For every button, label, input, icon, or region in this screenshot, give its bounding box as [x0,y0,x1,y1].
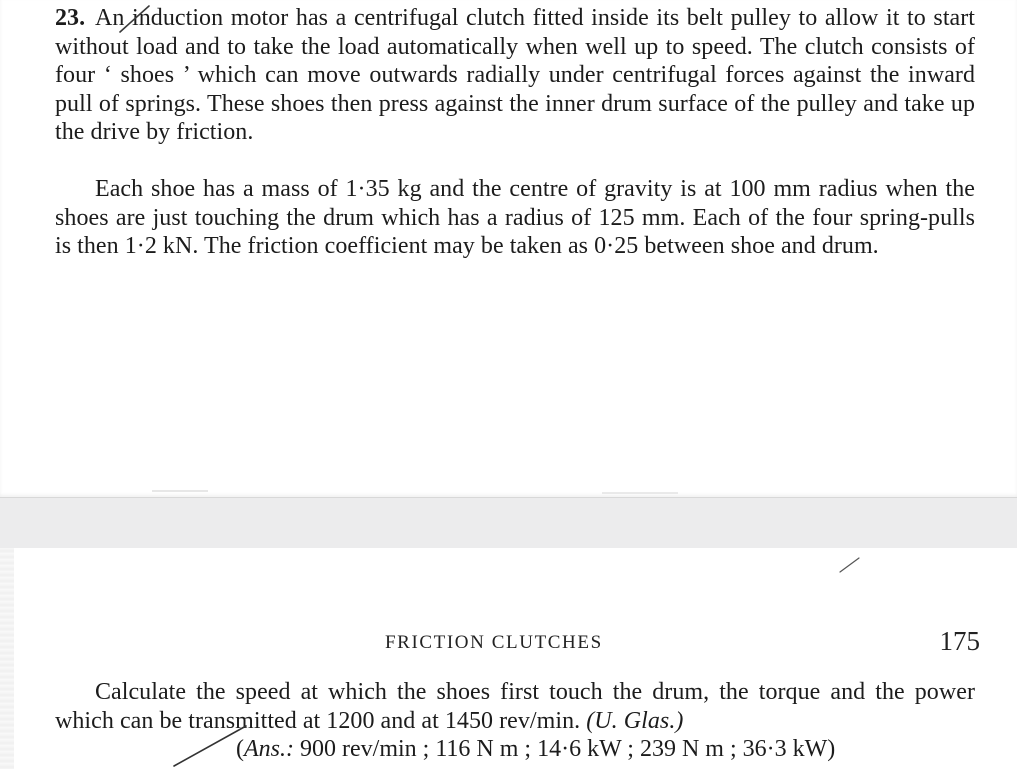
paragraph-3-text: Calculate the speed at which the shoes first touch the drum, the torque and the power which can be transmitted at 1200 and at 1450 rev/min. [55,679,975,734]
paragraph-1-text: An induction motor has a centrifugal clutch fitted inside its belt pulley to allow it to start without load and to take the load automatically when well up to speed. The clutch consists of four ‘ shoes ’ which can move outwards radially under centrifugal forces against the inward pull of springs. These shoes then press against the inner drum surface of the pulley and take up the drive by friction. [55,5,975,146]
scan-artifact-line [150,488,210,494]
problem-statement-paragraph [55,4,975,147]
page-number: 175 [939,626,980,656]
source-citation: (U. Glas.) [586,707,684,734]
answer-line: (Ans.: 900 rev/min ; 116 N m ; 14·6 kW ; 239 N m ; 36·3 kW) [236,736,836,762]
answer-values: 900 rev/min ; 116 N m ; 14·6 kW ; 239 N m ; 36·3 kW) [300,736,836,762]
shoe-data-paragraph [55,175,975,261]
page-gap [0,497,1017,549]
scan-edge-shadow [0,548,14,769]
answer-label: Ans.: [244,736,294,762]
paragraph-2-text: Each shoe has a mass of 1·35 kg and the centre of gravity is at 100 mm radius when the shoes are just touching the drum which has a radius of 125 mm. Each of the four spring-pulls is then 1·2 kN. The friction coefficient may be taken as 0·25 between shoe and drum. [55,176,975,260]
running-head: FRICTION CLUTCHES [385,632,603,653]
question-paragraph [55,678,975,735]
problem-number: 23. [55,5,86,31]
scan-artifact-line [600,490,680,496]
